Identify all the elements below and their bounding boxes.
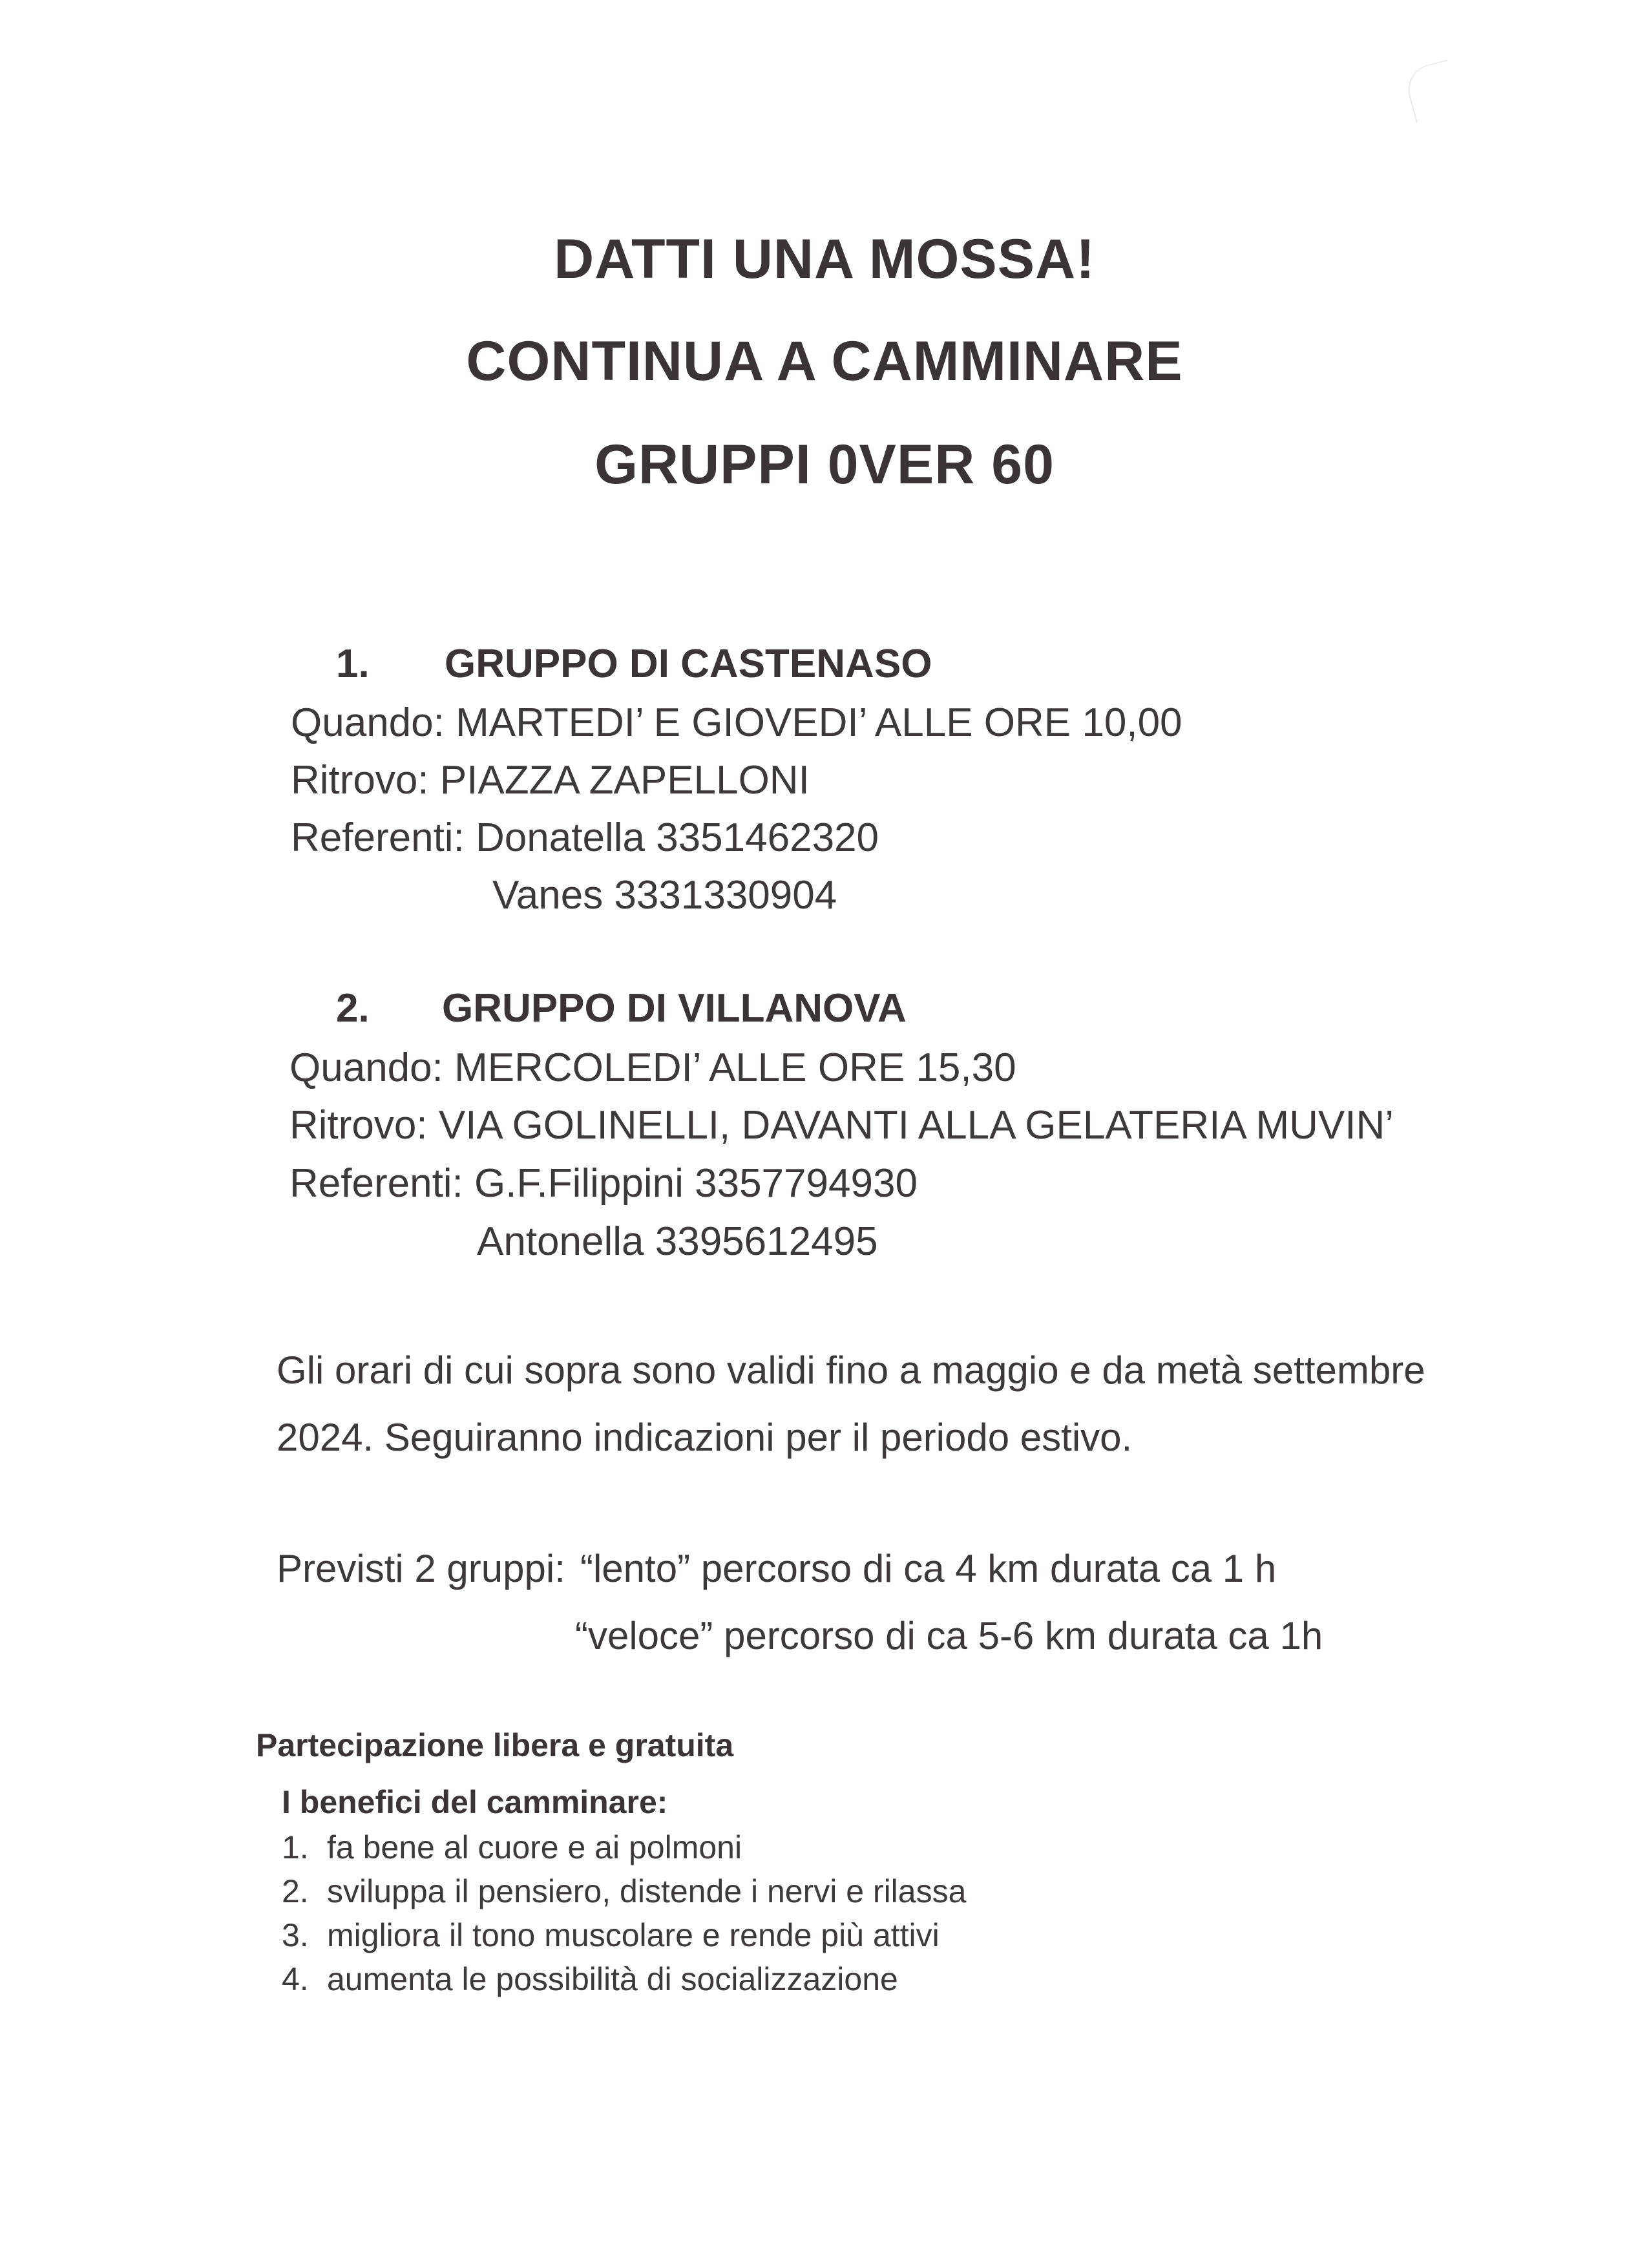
group-2-meeting: Ritrovo: VIA GOLINELLI, DAVANTI ALLA GELATERIA MUVIN’: [289, 1103, 1394, 1148]
group-2-contacts-extra: Antonella 3395612495: [477, 1219, 878, 1264]
schedule-note-line-2: 2024. Seguiranno indicazioni per il periodo estivo.: [277, 1416, 1133, 1459]
title-line-3: GRUPPI 0VER 60: [594, 434, 1055, 496]
benefit-item: [282, 1829, 742, 1866]
group-1-name: GRUPPO DI CASTENASO: [445, 642, 932, 686]
benefit-text: sviluppa il pensiero, distende i nervi e rilassa: [327, 1873, 967, 1909]
benefit-number: 4.: [282, 1961, 309, 1997]
benefit-item: [282, 1916, 940, 1954]
benefit-text: aumenta le possibilità di socializzazione: [327, 1961, 898, 1997]
benefit-text: fa bene al cuore e ai polmoni: [327, 1829, 742, 1865]
group-2-contacts: Referenti: G.F.Filippini 3357794930: [289, 1161, 918, 1206]
benefit-number: 1.: [282, 1829, 309, 1865]
group-1-contacts: Referenti: Donatella 3351462320: [291, 815, 879, 860]
title-line-1: DATTI UNA MOSSA!: [554, 228, 1095, 290]
benefit-item: [282, 1873, 966, 1910]
group-1-when: Quando: MARTEDI’ E GIOVEDI’ ALLE ORE 10,00: [291, 700, 1182, 745]
group-1-meeting: Ritrovo: PIAZZA ZAPELLONI: [291, 758, 810, 803]
group-2-name: GRUPPO DI VILLANOVA: [442, 986, 907, 1031]
scan-mark: [1403, 59, 1462, 123]
participation-note: Partecipazione libera e gratuita: [256, 1727, 734, 1763]
pace-slow: “lento” percorso di ca 4 km durata ca 1 h: [580, 1547, 1277, 1590]
schedule-note-line-1: Gli orari di cui sopra sono validi fino a maggio e da metà settembre: [277, 1349, 1425, 1392]
benefit-number: 3.: [282, 1917, 309, 1953]
benefit-text: migliora il tono muscolare e rende più attivi: [327, 1917, 940, 1953]
benefit-number: 2.: [282, 1873, 309, 1909]
group-2-when: Quando: MERCOLEDI’ ALLE ORE 15,30: [289, 1045, 1016, 1090]
benefit-item: [282, 1960, 898, 1998]
title-line-2: CONTINUA A CAMMINARE: [466, 330, 1183, 392]
pace-label: Previsti 2 gruppi:: [277, 1547, 565, 1590]
benefits-heading: I benefici del camminare:: [282, 1784, 668, 1820]
group-1-contacts-extra: Vanes 3331330904: [492, 873, 837, 918]
group-2-number: 2.: [336, 986, 370, 1031]
group-1-number: 1.: [336, 642, 370, 686]
pace-fast: “veloce” percorso di ca 5-6 km durata ca 1h: [575, 1614, 1323, 1657]
